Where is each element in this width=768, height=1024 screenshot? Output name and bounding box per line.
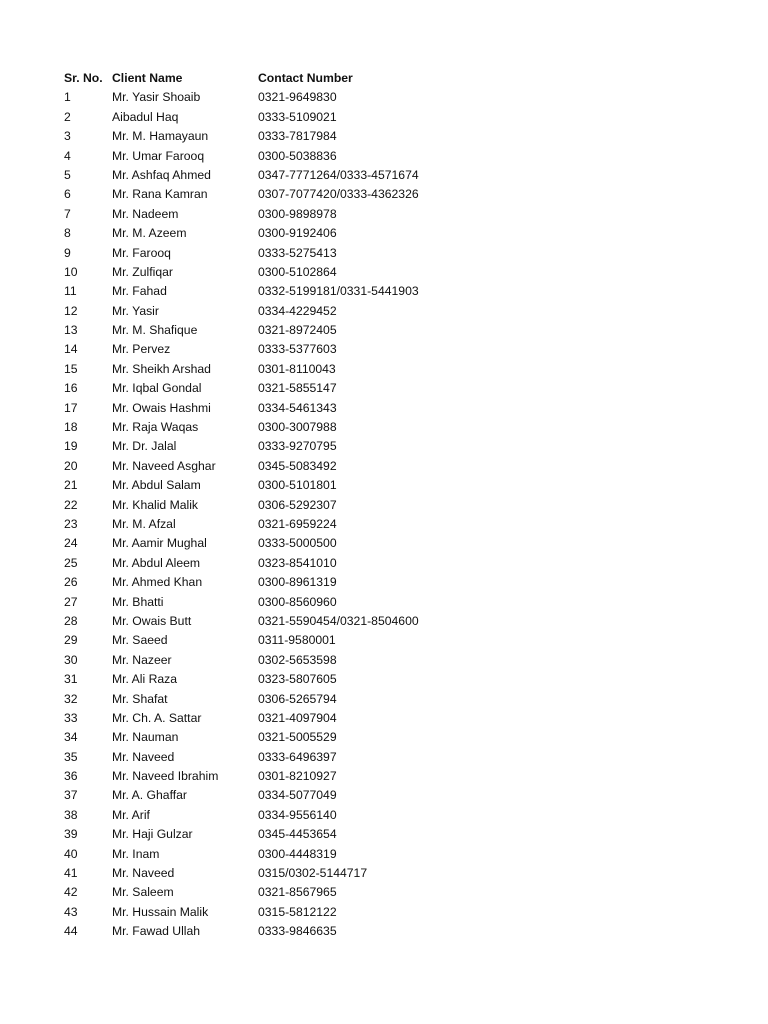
cell-sr-no: 26 xyxy=(64,575,78,590)
cell-contact-number: 0334-5461343 xyxy=(258,400,337,415)
table-row xyxy=(64,496,724,515)
cell-sr-no: 6 xyxy=(64,187,71,202)
cell-client-name: Mr. Naveed xyxy=(112,749,175,764)
cell-sr-no: 32 xyxy=(64,691,78,706)
cell-sr-no: 24 xyxy=(64,536,78,551)
cell-contact-number: 0333-5275413 xyxy=(258,245,337,260)
table-row xyxy=(64,321,724,340)
cell-sr-no: 3 xyxy=(64,129,71,144)
table-row xyxy=(64,593,724,612)
cell-client-name: Mr. Haji Gulzar xyxy=(112,827,193,842)
cell-contact-number: 0300-3007988 xyxy=(258,420,337,435)
table-row xyxy=(64,224,724,243)
cell-client-name: Mr. Ali Raza xyxy=(112,672,178,687)
table-row xyxy=(64,864,724,883)
cell-client-name: Mr. Nauman xyxy=(112,730,179,745)
cell-sr-no: 37 xyxy=(64,788,78,803)
cell-client-name: Mr. Owais Butt xyxy=(112,613,192,628)
table-row xyxy=(64,845,724,864)
cell-sr-no: 5 xyxy=(64,167,71,182)
cell-client-name: Mr. Naveed Asghar xyxy=(112,458,216,473)
cell-contact-number: 0306-5265794 xyxy=(258,691,337,706)
cell-client-name: Mr. Iqbal Gondal xyxy=(112,381,202,396)
table-row xyxy=(64,922,724,941)
cell-sr-no: 20 xyxy=(64,458,78,473)
cell-client-name: Mr. Naveed Ibrahim xyxy=(112,769,219,784)
cell-client-name: Mr. Umar Farooq xyxy=(112,148,205,163)
cell-contact-number: 0300-5038836 xyxy=(258,148,337,163)
cell-contact-number: 0323-5807605 xyxy=(258,672,337,687)
table-row xyxy=(64,185,724,204)
cell-sr-no: 34 xyxy=(64,730,78,745)
cell-contact-number: 0345-4453654 xyxy=(258,827,337,842)
cell-contact-number: 0345-5083492 xyxy=(258,458,337,473)
table-row xyxy=(64,457,724,476)
cell-client-name: Mr. Sheikh Arshad xyxy=(112,361,211,376)
table-row xyxy=(64,767,724,786)
table-row xyxy=(64,786,724,805)
table-row xyxy=(64,244,724,263)
cell-client-name: Mr. M. Shafique xyxy=(112,323,198,338)
cell-client-name: Mr. A. Ghaffar xyxy=(112,788,187,803)
table-row xyxy=(64,612,724,631)
cell-client-name: Mr. Arif xyxy=(112,807,150,822)
cell-client-name: Mr. Fawad Ullah xyxy=(112,924,201,939)
cell-client-name: Mr. Yasir xyxy=(112,303,159,318)
cell-sr-no: 23 xyxy=(64,516,78,531)
cell-client-name: Mr. Zulfiqar xyxy=(112,264,173,279)
cell-client-name: Mr. Pervez xyxy=(112,342,171,357)
table-header-row xyxy=(64,69,724,88)
cell-contact-number: 0300-5101801 xyxy=(258,478,337,493)
cell-client-name: Mr. Rana Kamran xyxy=(112,187,208,202)
cell-sr-no: 22 xyxy=(64,497,78,512)
table-row xyxy=(64,302,724,321)
cell-contact-number: 0321-9649830 xyxy=(258,90,337,105)
cell-sr-no: 35 xyxy=(64,749,78,764)
table-row xyxy=(64,573,724,592)
table-row xyxy=(64,670,724,689)
table-row xyxy=(64,360,724,379)
cell-client-name: Mr. Saeed xyxy=(112,633,168,648)
table-row xyxy=(64,690,724,709)
cell-sr-no: 4 xyxy=(64,148,71,163)
table-row xyxy=(64,263,724,282)
cell-sr-no: 38 xyxy=(64,807,78,822)
cell-sr-no: 42 xyxy=(64,885,78,900)
cell-sr-no: 25 xyxy=(64,555,78,570)
cell-client-name: Mr. Ahmed Khan xyxy=(112,575,203,590)
cell-contact-number: 0300-9192406 xyxy=(258,226,337,241)
cell-contact-number: 0321-5005529 xyxy=(258,730,337,745)
cell-contact-number: 0333-9846635 xyxy=(258,924,337,939)
cell-sr-no: 11 xyxy=(64,284,77,299)
table-row xyxy=(64,806,724,825)
table-row xyxy=(64,379,724,398)
cell-contact-number: 0321-4097904 xyxy=(258,710,337,725)
cell-contact-number: 0333-6496397 xyxy=(258,749,337,764)
cell-sr-no: 13 xyxy=(64,323,78,338)
cell-contact-number: 0323-8541010 xyxy=(258,555,337,570)
cell-client-name: Mr. Abdul Salam xyxy=(112,478,201,493)
cell-client-name: Mr. Abdul Aleem xyxy=(112,555,201,570)
cell-contact-number: 0333-9270795 xyxy=(258,439,337,454)
cell-contact-number: 0300-4448319 xyxy=(258,846,337,861)
table-body xyxy=(64,88,724,941)
table-row xyxy=(64,166,724,185)
cell-contact-number: 0321-5590454/0321-8504600 xyxy=(258,613,419,628)
table-row xyxy=(64,127,724,146)
cell-sr-no: 8 xyxy=(64,226,71,241)
cell-contact-number: 0334-5077049 xyxy=(258,788,337,803)
cell-client-name: Mr. Inam xyxy=(112,846,160,861)
client-contact-table xyxy=(64,69,724,942)
table-row xyxy=(64,748,724,767)
table-row xyxy=(64,515,724,534)
cell-contact-number: 0301-8110043 xyxy=(258,361,336,376)
cell-contact-number: 0300-8961319 xyxy=(258,575,337,590)
table-row xyxy=(64,534,724,553)
table-row xyxy=(64,399,724,418)
cell-client-name: Mr. Nadeem xyxy=(112,206,179,221)
table-row xyxy=(64,340,724,359)
cell-sr-no: 21 xyxy=(64,478,78,493)
cell-contact-number: 0315/0302-5144717 xyxy=(258,866,368,881)
header-client-name: Client Name xyxy=(112,71,183,85)
header-contact-number: Contact Number xyxy=(258,71,353,85)
cell-sr-no: 36 xyxy=(64,769,78,784)
cell-client-name: Mr. Yasir Shoaib xyxy=(112,90,201,105)
cell-client-name: Mr. Owais Hashmi xyxy=(112,400,211,415)
cell-client-name: Mr. Bhatti xyxy=(112,594,164,609)
table-row xyxy=(64,437,724,456)
cell-contact-number: 0315-5812122 xyxy=(258,904,337,919)
cell-client-name: Mr. M. Afzal xyxy=(112,516,176,531)
cell-contact-number: 0333-5377603 xyxy=(258,342,337,357)
cell-client-name: Mr. Dr. Jalal xyxy=(112,439,177,454)
cell-sr-no: 43 xyxy=(64,904,78,919)
cell-contact-number: 0306-5292307 xyxy=(258,497,337,512)
cell-client-name: Mr. Hussain Malik xyxy=(112,904,209,919)
cell-client-name: Mr. Ch. A. Sattar xyxy=(112,710,202,725)
table-row xyxy=(64,147,724,166)
cell-contact-number: 0300-5102864 xyxy=(258,264,337,279)
cell-sr-no: 27 xyxy=(64,594,78,609)
cell-sr-no: 7 xyxy=(64,206,71,221)
table-row xyxy=(64,728,724,747)
cell-contact-number: 0301-8210927 xyxy=(258,769,337,784)
table-row xyxy=(64,903,724,922)
cell-contact-number: 0333-5000500 xyxy=(258,536,337,551)
cell-sr-no: 14 xyxy=(64,342,78,357)
cell-contact-number: 0347-7771264/0333-4571674 xyxy=(258,167,419,182)
cell-client-name: Mr. Shafat xyxy=(112,691,168,706)
table-row xyxy=(64,418,724,437)
cell-contact-number: 0300-9898978 xyxy=(258,206,337,221)
table-row xyxy=(64,709,724,728)
cell-client-name: Mr. M. Azeem xyxy=(112,226,187,241)
table-row xyxy=(64,825,724,844)
cell-sr-no: 12 xyxy=(64,303,78,318)
cell-sr-no: 18 xyxy=(64,420,78,435)
cell-client-name: Mr. Khalid Malik xyxy=(112,497,199,512)
cell-sr-no: 28 xyxy=(64,613,78,628)
table-row xyxy=(64,205,724,224)
cell-contact-number: 0334-4229452 xyxy=(258,303,337,318)
cell-sr-no: 16 xyxy=(64,381,78,396)
cell-contact-number: 0333-5109021 xyxy=(258,109,337,124)
cell-client-name: Mr. M. Hamayaun xyxy=(112,129,209,144)
cell-contact-number: 0332-5199181/0331-5441903 xyxy=(258,284,419,299)
cell-client-name: Mr. Aamir Mughal xyxy=(112,536,207,551)
cell-client-name: Mr. Naveed xyxy=(112,866,175,881)
cell-sr-no: 39 xyxy=(64,827,78,842)
cell-client-name: Mr. Ashfaq Ahmed xyxy=(112,167,211,182)
table-row xyxy=(64,88,724,107)
cell-client-name: Mr. Fahad xyxy=(112,284,167,299)
cell-contact-number: 0302-5653598 xyxy=(258,652,337,667)
cell-sr-no: 31 xyxy=(64,672,78,687)
cell-contact-number: 0311-9580001 xyxy=(258,633,336,648)
cell-client-name: Mr. Nazeer xyxy=(112,652,172,667)
cell-sr-no: 29 xyxy=(64,633,78,648)
cell-sr-no: 10 xyxy=(64,264,78,279)
cell-sr-no: 44 xyxy=(64,924,78,939)
table-row xyxy=(64,651,724,670)
cell-sr-no: 9 xyxy=(64,245,71,260)
cell-sr-no: 17 xyxy=(64,400,78,415)
cell-contact-number: 0307-7077420/0333-4362326 xyxy=(258,187,419,202)
table-row xyxy=(64,108,724,127)
cell-sr-no: 15 xyxy=(64,361,78,376)
cell-sr-no: 2 xyxy=(64,109,71,124)
cell-sr-no: 30 xyxy=(64,652,78,667)
table-row xyxy=(64,282,724,301)
header-sr-no: Sr. No. xyxy=(64,71,103,85)
cell-client-name: Mr. Saleem xyxy=(112,885,174,900)
cell-contact-number: 0321-5855147 xyxy=(258,381,337,396)
cell-contact-number: 0321-6959224 xyxy=(258,516,337,531)
cell-contact-number: 0321-8567965 xyxy=(258,885,337,900)
table-row xyxy=(64,476,724,495)
cell-contact-number: 0321-8972405 xyxy=(258,323,337,338)
cell-contact-number: 0300-8560960 xyxy=(258,594,337,609)
table-row xyxy=(64,554,724,573)
cell-contact-number: 0334-9556140 xyxy=(258,807,337,822)
cell-sr-no: 1 xyxy=(64,90,71,105)
cell-client-name: Mr. Farooq xyxy=(112,245,171,260)
cell-sr-no: 41 xyxy=(64,866,78,881)
cell-sr-no: 33 xyxy=(64,710,78,725)
table-row xyxy=(64,883,724,902)
cell-client-name: Aibadul Haq xyxy=(112,109,179,124)
cell-contact-number: 0333-7817984 xyxy=(258,129,337,144)
table-row xyxy=(64,631,724,650)
cell-sr-no: 19 xyxy=(64,439,78,454)
cell-client-name: Mr. Raja Waqas xyxy=(112,420,199,435)
cell-sr-no: 40 xyxy=(64,846,78,861)
